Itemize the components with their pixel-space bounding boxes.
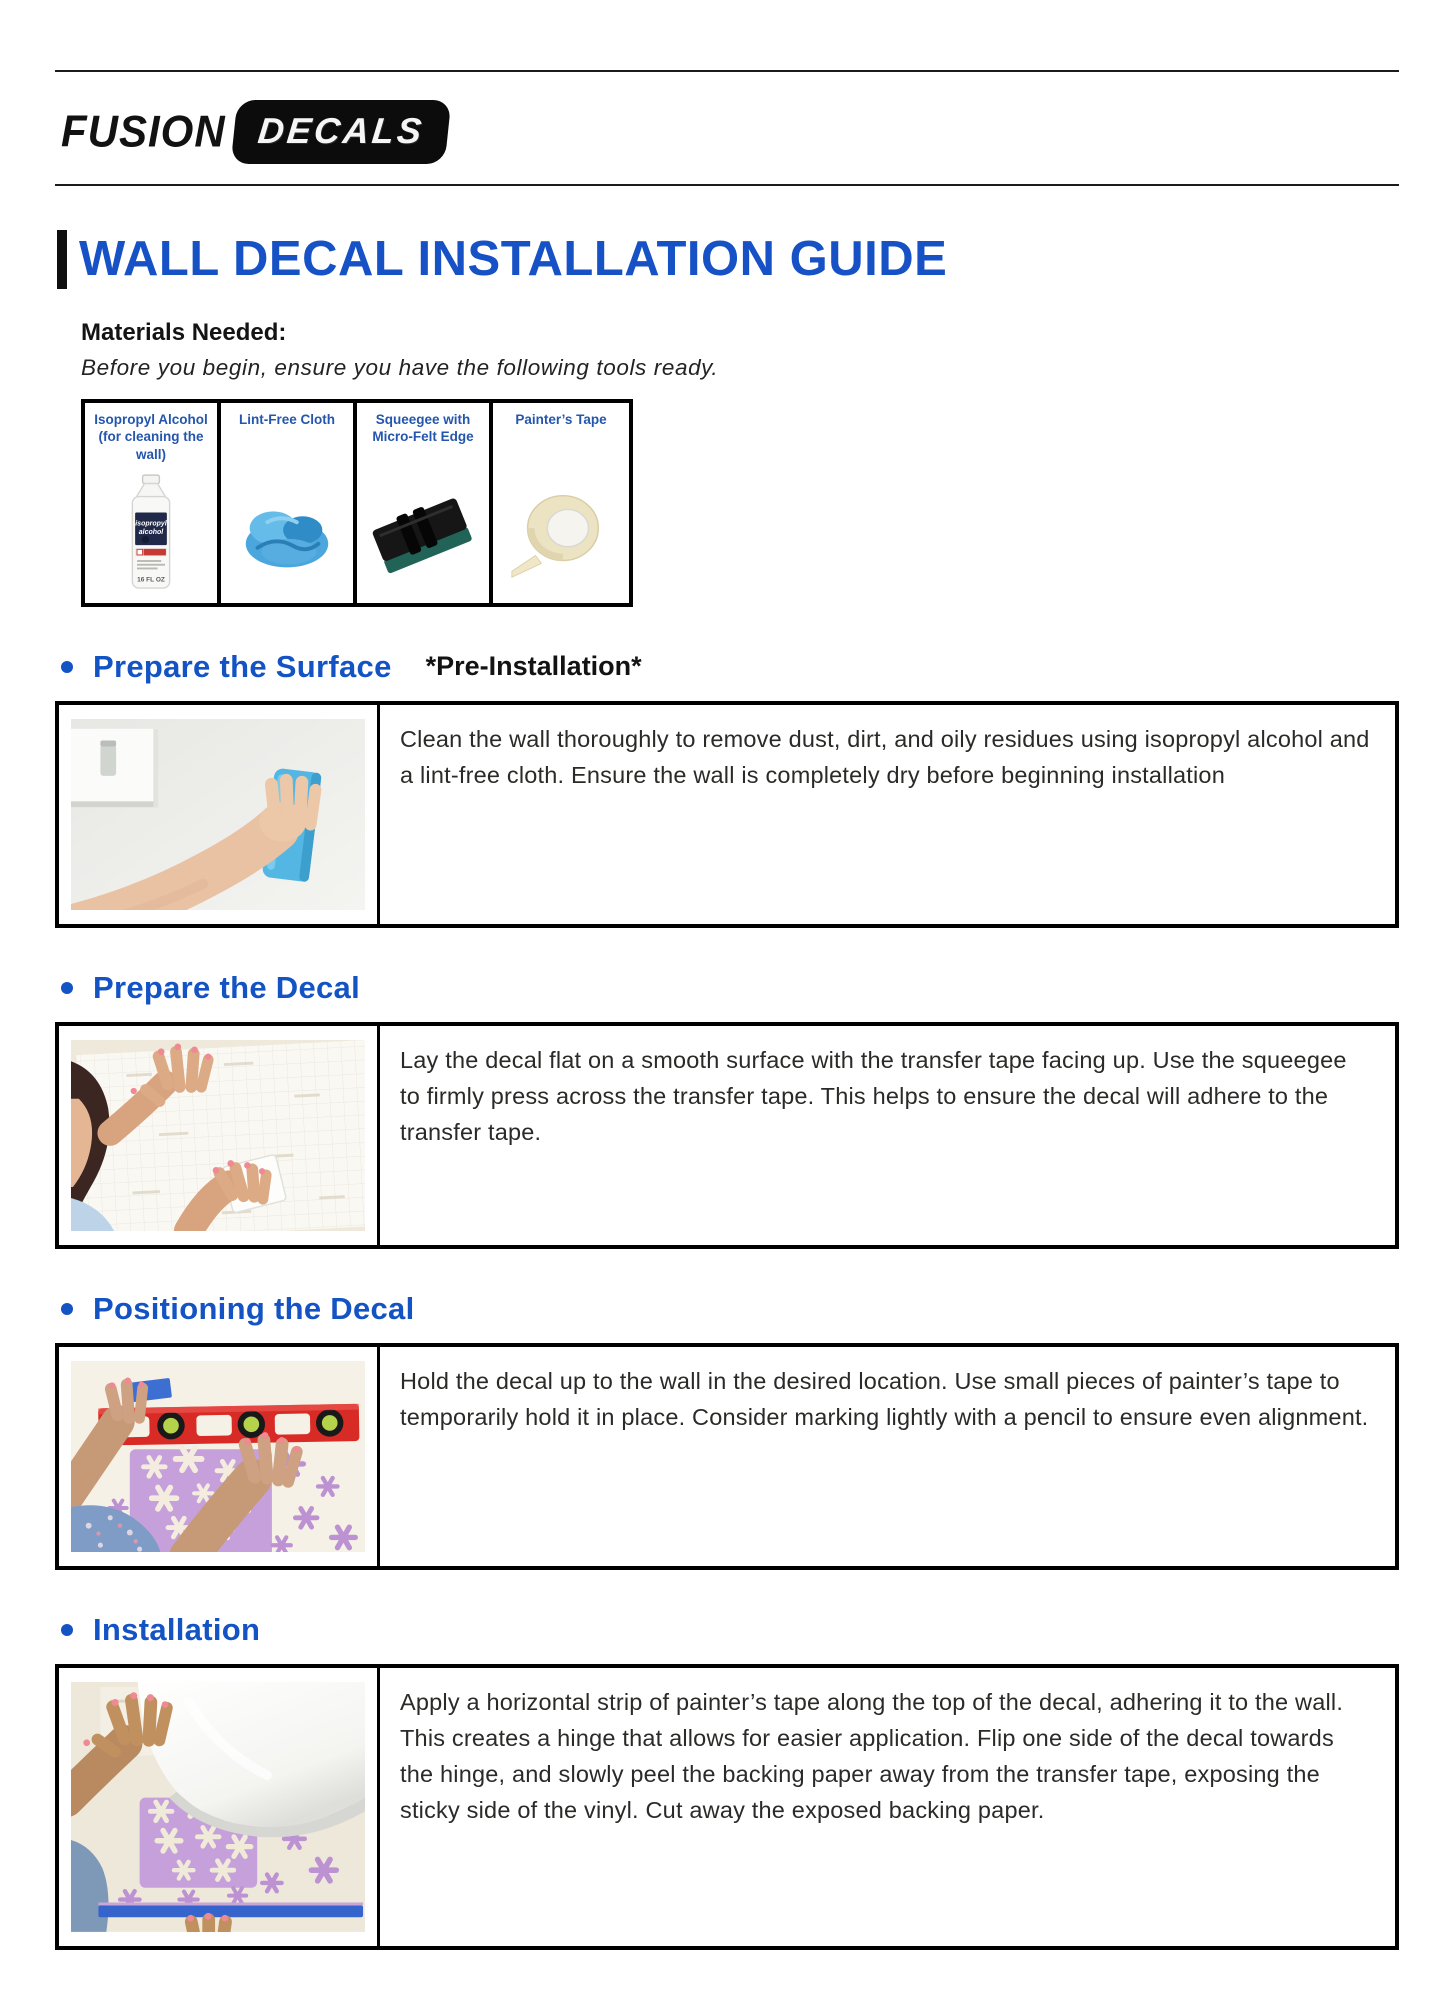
peeling-backing-photo [59,1668,377,1946]
section-title: Prepare the Decal [93,969,361,1005]
materials-section [81,319,1399,607]
section-title: Installation [93,1612,261,1648]
material-label: Painter’s Tape [515,411,607,427]
section-body: Apply a horizontal strip of painter’s tape along the top of the decal, adhering it to the wall. This creates a hinge that allows for easier application. Flip one side of the decal towards the hinge, and slowly peel the backing paper away from the transfer tape, exposing the sticky side of the vinyl. Cut away the exposed backing paper. [377,1668,1395,1946]
section-body: Clean the wall thoroughly to remove dust, dirt, and oily residues using isopropyl alcohol and a lint-free cloth. Ensure the wall is completely dry before beginning installation [377,705,1395,924]
svg-text:alcohol: alcohol [138,528,164,536]
svg-text:16 FL OZ: 16 FL OZ [137,576,165,584]
bullet-icon [61,982,73,994]
section-title: Positioning the Decal [93,1290,415,1326]
lint-free-cloth-icon [228,469,346,597]
material-label: Isopropyl Alcohol (for cleaning the wall) [94,411,208,462]
section-heading-prepare-surface [61,649,1399,685]
step-box-positioning-decal [55,1343,1399,1570]
section-note: *Pre-Installation* [425,651,642,682]
title-row [57,230,1399,289]
step-box-prepare-decal [55,1022,1399,1249]
top-rule [55,70,1399,72]
material-label: Squeegee with Micro-Felt Edge [372,411,474,445]
brand-logo [61,88,1399,176]
leveling-decal-photo [59,1347,377,1566]
section-body: Hold the decal up to the wall in the desired location. Use small pieces of painter’s tape to temporarily hold it in place. Consider marking lightly with a pencil to ensure even alignment. [377,1347,1395,1566]
bullet-icon [61,1303,73,1315]
section-body: Lay the decal flat on a smooth surface with the transfer tape facing up. Use the squeegee to firmly press across the transfer tape. This helps to ensure the decal will adhere to the transfer tape. [377,1026,1395,1245]
section-heading-installation [61,1612,1399,1648]
materials-intro: Before you begin, ensure you have the following tools ready. [81,354,719,380]
svg-text:isopropyl: isopropyl [135,520,167,528]
squeegee-icon [364,469,482,597]
step-box-installation [55,1664,1399,1950]
section-heading-prepare-decal [61,970,1399,1006]
section-title: Prepare the Surface [93,648,392,684]
materials-table [81,399,633,607]
wall-cleaning-photo [59,705,377,924]
bullet-icon [61,661,73,673]
squeegee-pressing-photo [59,1026,377,1245]
logo-decals-badge [236,102,446,162]
material-cell-isopropyl [85,403,221,603]
logo-bottom-rule [55,184,1399,186]
title-accent-bar [57,230,67,289]
logo-decals-text: DECALS [255,110,426,151]
material-label: Lint-Free Cloth [239,411,335,427]
page-title: WALL DECAL INSTALLATION GUIDE [79,232,948,286]
material-cell-tape [493,403,629,603]
logo-fusion-text: FUSION [61,106,226,157]
material-cell-cloth [221,403,357,603]
step-box-prepare-surface [55,701,1399,928]
isopropyl-bottle-icon [95,469,207,597]
section-heading-positioning-decal [61,1291,1399,1327]
materials-heading: Materials Needed: [81,318,287,346]
painters-tape-icon [502,469,620,597]
material-cell-squeegee [357,403,493,603]
bullet-icon [61,1624,73,1636]
